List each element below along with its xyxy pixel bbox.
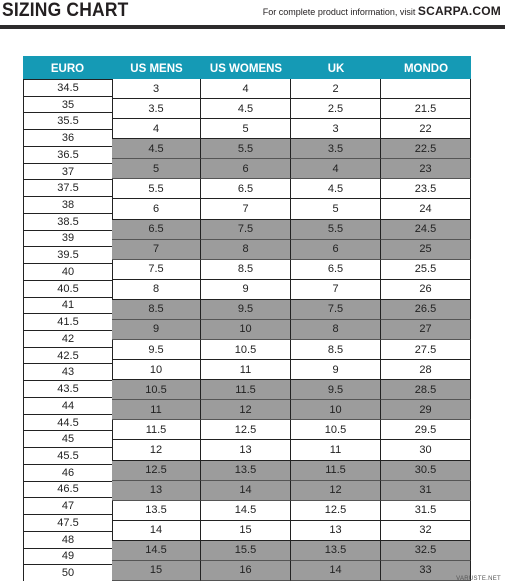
euro-size-cell: 43	[24, 363, 112, 380]
uk-cell: 3	[291, 119, 381, 139]
us-mens-cell: 5.5	[112, 179, 201, 199]
uk-cell: 6	[291, 240, 381, 260]
us-mens-cell: 7	[112, 240, 201, 260]
uk-cell: 14	[291, 561, 381, 581]
us-mens-cell: 13.5	[112, 501, 201, 521]
euro-size-cell: 37	[24, 163, 112, 180]
watermark: VARUSTE.NET	[456, 576, 501, 582]
us-mens-cell: 9	[112, 320, 201, 340]
uk-cell: 3.5	[291, 139, 381, 159]
euro-size-cell: 35.5	[24, 112, 112, 129]
mondo-cell: 32.5	[381, 541, 471, 561]
us-womens-cell: 10.5	[201, 340, 291, 360]
euro-size-cell: 39	[24, 230, 112, 247]
euro-size-cell: 39.5	[24, 246, 112, 263]
us-mens-cell: 3.5	[112, 99, 201, 119]
us-mens-cell: 7.5	[112, 260, 201, 280]
table-header	[23, 56, 471, 79]
uk-cell: 13	[291, 521, 381, 541]
table-row	[112, 179, 471, 199]
us-mens-cell: 3	[112, 79, 201, 99]
header-us-womens: US WOMENS	[209, 63, 283, 75]
uk-cell: 4.5	[291, 179, 381, 199]
table-row	[112, 561, 471, 581]
uk-cell: 13.5	[291, 541, 381, 561]
uk-cell: 7	[291, 280, 381, 300]
table-row	[112, 300, 471, 320]
mondo-cell: 25.5	[381, 260, 471, 280]
euro-size-cell: 44.5	[24, 414, 112, 431]
mondo-cell: 30	[381, 440, 471, 460]
us-womens-cell: 5	[201, 119, 291, 139]
euro-size-cell: 40	[24, 263, 112, 280]
mondo-cell: 26	[381, 280, 471, 300]
us-mens-cell: 12	[112, 440, 201, 460]
mondo-cell: 29.5	[381, 420, 471, 440]
euro-size-cell: 38.5	[24, 213, 112, 230]
euro-size-cell: 36	[24, 129, 112, 146]
us-womens-cell: 7.5	[201, 220, 291, 240]
us-womens-cell: 7	[201, 199, 291, 219]
uk-cell: 7.5	[291, 300, 381, 320]
euro-size-cell: 45.5	[24, 447, 112, 464]
table-row	[112, 79, 471, 99]
euro-size-cell: 41	[24, 297, 112, 314]
euro-size-cell: 47.5	[24, 514, 112, 531]
us-mens-cell: 9.5	[112, 340, 201, 360]
euro-size-cell: 49	[24, 548, 112, 565]
mondo-cell: 21.5	[381, 99, 471, 119]
mondo-cell: 24.5	[381, 220, 471, 240]
us-womens-cell: 8.5	[201, 260, 291, 280]
us-womens-cell: 9	[201, 280, 291, 300]
header-rule	[0, 25, 505, 29]
us-mens-cell: 15	[112, 561, 201, 581]
table-row	[112, 260, 471, 280]
mondo-cell: 25	[381, 240, 471, 260]
table-row	[112, 119, 471, 139]
euro-size-cell: 48	[24, 531, 112, 548]
us-womens-cell: 11.5	[201, 380, 291, 400]
us-mens-cell: 10.5	[112, 380, 201, 400]
us-womens-cell: 8	[201, 240, 291, 260]
mondo-cell: 31.5	[381, 501, 471, 521]
us-mens-cell: 12.5	[112, 461, 201, 481]
euro-size-cell: 43.5	[24, 380, 112, 397]
us-womens-cell: 15	[201, 521, 291, 541]
mondo-cell: 28.5	[381, 380, 471, 400]
site-link[interactable]: SCARPA.COM	[417, 4, 501, 18]
product-info-note	[263, 4, 501, 18]
us-mens-cell: 10	[112, 360, 201, 380]
uk-cell: 8.5	[291, 340, 381, 360]
euro-size-cell: 42.5	[24, 347, 112, 364]
mondo-cell: 27	[381, 320, 471, 340]
us-mens-cell: 6.5	[112, 220, 201, 240]
uk-cell: 10.5	[291, 420, 381, 440]
table-row	[112, 199, 471, 219]
header-uk: UK	[327, 63, 345, 75]
mondo-cell: 24	[381, 199, 471, 219]
table-row	[112, 220, 471, 240]
us-womens-cell: 6.5	[201, 179, 291, 199]
us-womens-cell: 12.5	[201, 420, 291, 440]
mondo-cell: 22.5	[381, 139, 471, 159]
mondo-cell: 29	[381, 400, 471, 420]
mondo-cell: 23.5	[381, 179, 471, 199]
euro-size-cell: 34.5	[24, 79, 112, 96]
us-mens-cell: 4	[112, 119, 201, 139]
header-euro: EURO	[50, 63, 85, 75]
us-mens-cell: 5	[112, 159, 201, 179]
mondo-cell: 23	[381, 159, 471, 179]
page-title: SIZING CHART	[2, 0, 129, 21]
euro-size-cell: 50	[24, 564, 112, 581]
euro-size-cell: 36.5	[24, 146, 112, 163]
table-row	[112, 481, 471, 501]
uk-cell: 9.5	[291, 380, 381, 400]
header-us-mens: US MENS	[130, 63, 183, 75]
us-mens-cell: 14.5	[112, 541, 201, 561]
mondo-cell: 30.5	[381, 461, 471, 481]
us-mens-cell: 4.5	[112, 139, 201, 159]
uk-cell: 6.5	[291, 260, 381, 280]
euro-column	[23, 79, 113, 581]
us-womens-cell: 13.5	[201, 461, 291, 481]
table-row	[112, 159, 471, 179]
us-mens-cell: 8	[112, 280, 201, 300]
table-row	[112, 541, 471, 561]
us-womens-cell: 16	[201, 561, 291, 581]
us-mens-cell: 11	[112, 400, 201, 420]
euro-size-cell: 37.5	[24, 179, 112, 196]
mondo-cell: 33	[381, 561, 471, 581]
table-row	[112, 99, 471, 119]
us-mens-cell: 6	[112, 199, 201, 219]
table-row	[112, 461, 471, 481]
us-mens-cell: 11.5	[112, 420, 201, 440]
uk-cell: 2.5	[291, 99, 381, 119]
euro-size-cell: 45	[24, 430, 112, 447]
us-womens-cell: 4.5	[201, 99, 291, 119]
uk-cell: 5	[291, 199, 381, 219]
table-row	[112, 380, 471, 400]
mondo-cell: 26.5	[381, 300, 471, 320]
mondo-cell: 31	[381, 481, 471, 501]
table-row	[112, 139, 471, 159]
mondo-cell: 27.5	[381, 340, 471, 360]
euro-size-cell: 40.5	[24, 280, 112, 297]
us-womens-cell: 10	[201, 320, 291, 340]
uk-cell: 12.5	[291, 501, 381, 521]
header-mondo: MONDO	[403, 63, 449, 75]
uk-cell: 11	[291, 440, 381, 460]
size-rows	[112, 79, 471, 581]
table-row	[112, 420, 471, 440]
uk-cell: 2	[291, 79, 381, 99]
table-row	[112, 320, 471, 340]
table-row	[112, 501, 471, 521]
us-womens-cell: 4	[201, 79, 291, 99]
euro-size-cell: 46.5	[24, 481, 112, 498]
euro-size-cell: 46	[24, 464, 112, 481]
us-womens-cell: 14	[201, 481, 291, 501]
euro-size-cell: 38	[24, 196, 112, 213]
uk-cell: 4	[291, 159, 381, 179]
uk-cell: 8	[291, 320, 381, 340]
table-row	[112, 280, 471, 300]
euro-size-cell: 35	[24, 96, 112, 113]
euro-size-cell: 42	[24, 330, 112, 347]
euro-size-cell: 44	[24, 397, 112, 414]
table-row	[112, 440, 471, 460]
table-row	[112, 240, 471, 260]
mondo-cell: 22	[381, 119, 471, 139]
us-mens-cell: 13	[112, 481, 201, 501]
mondo-cell	[381, 79, 471, 99]
us-womens-cell: 6	[201, 159, 291, 179]
euro-size-cell: 41.5	[24, 313, 112, 330]
uk-cell: 12	[291, 481, 381, 501]
us-womens-cell: 5.5	[201, 139, 291, 159]
euro-size-cell: 47	[24, 497, 112, 514]
table-row	[112, 400, 471, 420]
uk-cell: 11.5	[291, 461, 381, 481]
table-row	[112, 360, 471, 380]
us-womens-cell: 9.5	[201, 300, 291, 320]
us-womens-cell: 11	[201, 360, 291, 380]
uk-cell: 9	[291, 360, 381, 380]
table-row	[112, 340, 471, 360]
us-womens-cell: 12	[201, 400, 291, 420]
table-row	[112, 521, 471, 541]
us-womens-cell: 13	[201, 440, 291, 460]
mondo-cell: 32	[381, 521, 471, 541]
us-mens-cell: 8.5	[112, 300, 201, 320]
us-womens-cell: 15.5	[201, 541, 291, 561]
product-info-text: For complete product information, visit	[262, 7, 416, 17]
uk-cell: 10	[291, 400, 381, 420]
uk-cell: 5.5	[291, 220, 381, 240]
us-mens-cell: 14	[112, 521, 201, 541]
us-womens-cell: 14.5	[201, 501, 291, 521]
mondo-cell: 28	[381, 360, 471, 380]
